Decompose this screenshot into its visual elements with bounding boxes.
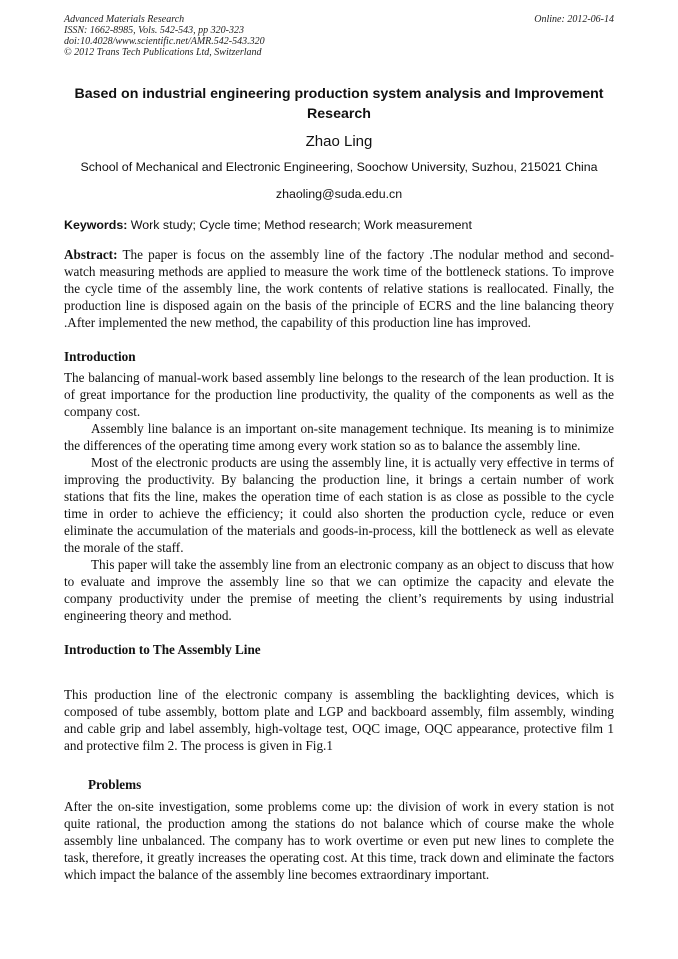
assembly-line-paragraph: This production line of the electronic company is assembling the backlighting devices, which is composed of tube assembly, bottom plate and LGP and backboard assembly, film assembly, winding and cable grip and label assembly, high-voltage test, OQC image, OQC appearance, protective film 1 and protective film 2. The process is given in Fig.1 xyxy=(64,687,614,753)
issn-line: ISSN: 1662-8985, Vols. 542-543, pp 320-323 xyxy=(64,25,244,36)
doi-line: doi:10.4028/www.scientific.net/AMR.542-543.320 xyxy=(64,36,265,47)
section-heading-introduction: Introduction xyxy=(64,349,136,364)
keywords xyxy=(64,217,614,233)
online-date: Online: 2012-06-14 xyxy=(534,14,614,25)
section-heading-assembly-line: Introduction to The Assembly Line xyxy=(64,642,261,657)
paper-title: Based on industrial engineering production system analysis and Improvement Research xyxy=(74,86,604,122)
abstract-label: Abstract: xyxy=(64,247,118,262)
journal-name: Advanced Materials Research xyxy=(64,14,185,25)
author-email: zhaoling@suda.edu.cn xyxy=(275,187,403,201)
journal-header xyxy=(64,14,614,58)
intro-paragraph: Most of the electronic products are using the assembly line, it is actually very effective in terms of improving the productivity. By balancing the production line, it brings a certain number of work stations that fits the line, makes the operation time of each station is as close as possible to the cycle time in order to achieve the efficiency; it could also shorten the production cycle, reduce or even eliminate the accumulation of the materials and goods-in-process, kill the bottleneck as well as elevate the morale of the staff. xyxy=(64,455,614,555)
section-heading-problems: Problems xyxy=(88,777,142,792)
keywords-label: Keywords: xyxy=(64,218,128,232)
abstract-text: The paper is focus on the assembly line of the factory .The nodular method and second-watch measuring methods are applied to measure the work time of the bottleneck stations. To improve the cycle time of the assembly line, the work contents of relative stations is reallocated. Finally, the production line is disposed again on the basis of the principle of ECRS and the line balancing theory .After implemented the new method, the capability of this production line has improved. xyxy=(64,247,614,330)
paper-page xyxy=(64,14,614,883)
abstract xyxy=(64,246,614,331)
author-name: Zhao Ling xyxy=(305,133,373,150)
intro-paragraph: Assembly line balance is an important on-site management technique. Its meaning is to minimize the differences of the operating time among every work station so as to balance the assembly line. xyxy=(64,421,614,453)
intro-paragraph: The balancing of manual-work based assembly line belongs to the research of the lean production. It is of great importance for the production line productivity, the quality of the components as well as the company cost. xyxy=(64,370,614,419)
keywords-text: Work study; Cycle time; Method research; Work measurement xyxy=(127,218,472,232)
problems-paragraph: After the on-site investigation, some problems come up: the division of work in every station is not quite rational, the production among the stations do not balance which of course make the whole assembly line unbalanced. The company has to work overtime or even put new lines to complete the task, therefore, it greatly increases the operating cost. At this time, track down and eliminate the factors which impact the balance of the assembly line becomes extraordinary important. xyxy=(64,799,614,882)
intro-paragraph: This paper will take the assembly line from an electronic company as an object to discuss that how to evaluate and improve the assembly line so that we can optimize the capacity and elevate the company productivity under the premise of meeting the client’s requirements by using industrial engineering theory and method. xyxy=(64,557,614,623)
author-affiliation: School of Mechanical and Electronic Engineering, Soochow University, Suzhou, 215021 China xyxy=(80,160,598,174)
copyright-line: © 2012 Trans Tech Publications Ltd, Switzerland xyxy=(64,47,262,58)
